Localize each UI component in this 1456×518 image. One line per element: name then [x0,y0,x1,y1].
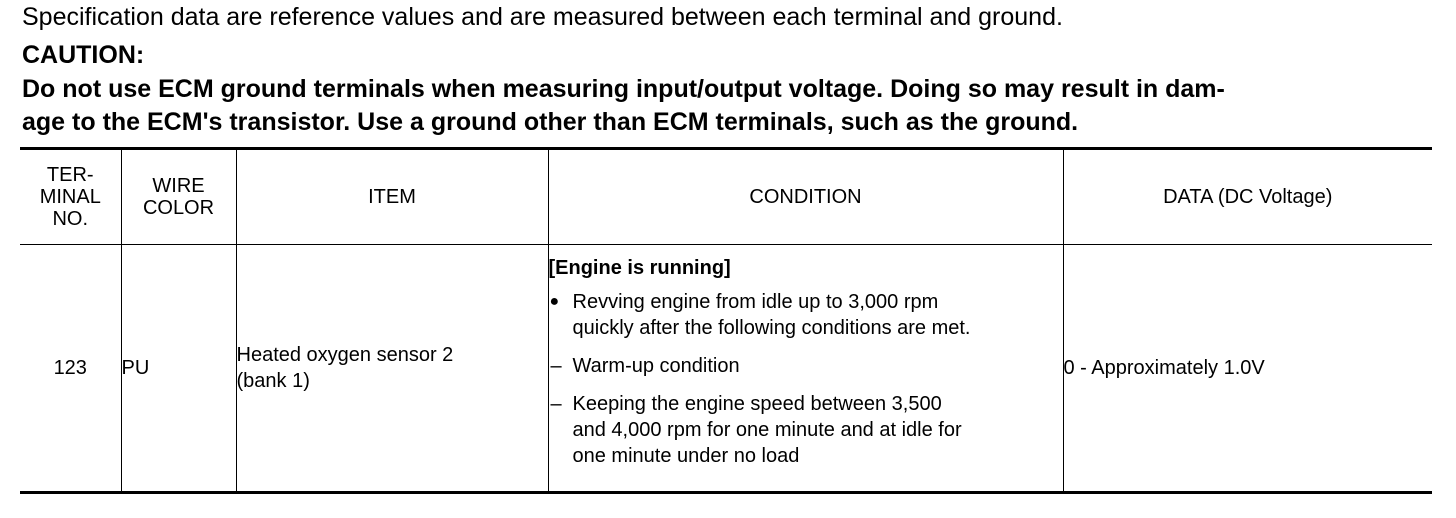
condition-sub-line: and 4,000 rpm for one minute and at idle for [572,419,962,441]
condition-main-line: quickly after the following conditions are met. [572,317,971,339]
header-wire-line: WIRE [152,175,205,197]
cell-data: 0 - Approximately 1.0V [1063,245,1432,493]
condition-title: [Engine is running] [548,257,731,279]
cell-item [236,245,548,493]
cell-terminal-no: 123 [53,357,87,379]
header-terminal-line: NO. [52,208,89,230]
table-header-row [20,149,1432,245]
item-line: (bank 1) [236,370,310,392]
dash-icon: – [550,355,562,377]
header-condition: CONDITION [548,149,1063,245]
item-line: Heated oxygen sensor 2 [236,344,454,366]
header-data: DATA (DC Voltage) [1063,149,1432,245]
caution-title: CAUTION: [22,41,145,69]
cell-condition [548,245,1063,493]
bullet-icon: ● [549,293,560,310]
intro-text: Specification data are reference values and are measured between each terminal and ground. [22,3,1063,31]
header-item: ITEM [236,149,548,245]
cell-wire-color: PU [121,245,236,493]
condition-main-line: Revving engine from idle up to 3,000 rpm [572,291,939,313]
header-terminal-line: TER- [46,164,94,186]
dash-icon: – [550,393,562,415]
condition-sub-line: Warm-up condition [572,355,740,377]
condition-sub-line: Keeping the engine speed between 3,500 [572,393,942,415]
terminal-spec-table [20,147,1432,494]
condition-sub-line: one minute under no load [572,445,800,467]
condition-sub-item [549,391,1063,469]
caution-body [22,73,1432,139]
caution-line: age to the ECM's transistor. Use a ground other than ECM terminals, such as the ground. [22,108,1079,136]
condition-sub-item [549,353,1063,379]
condition-main-item [549,289,1063,341]
caution-line: Do not use ECM ground terminals when measuring input/output voltage. Doing so may result in dam- [22,75,1225,103]
header-terminal-no [20,149,121,245]
header-wire-color [121,149,236,245]
header-wire-line: COLOR [142,197,215,219]
header-terminal-line: MINAL [39,186,101,208]
table-row [20,245,1432,493]
